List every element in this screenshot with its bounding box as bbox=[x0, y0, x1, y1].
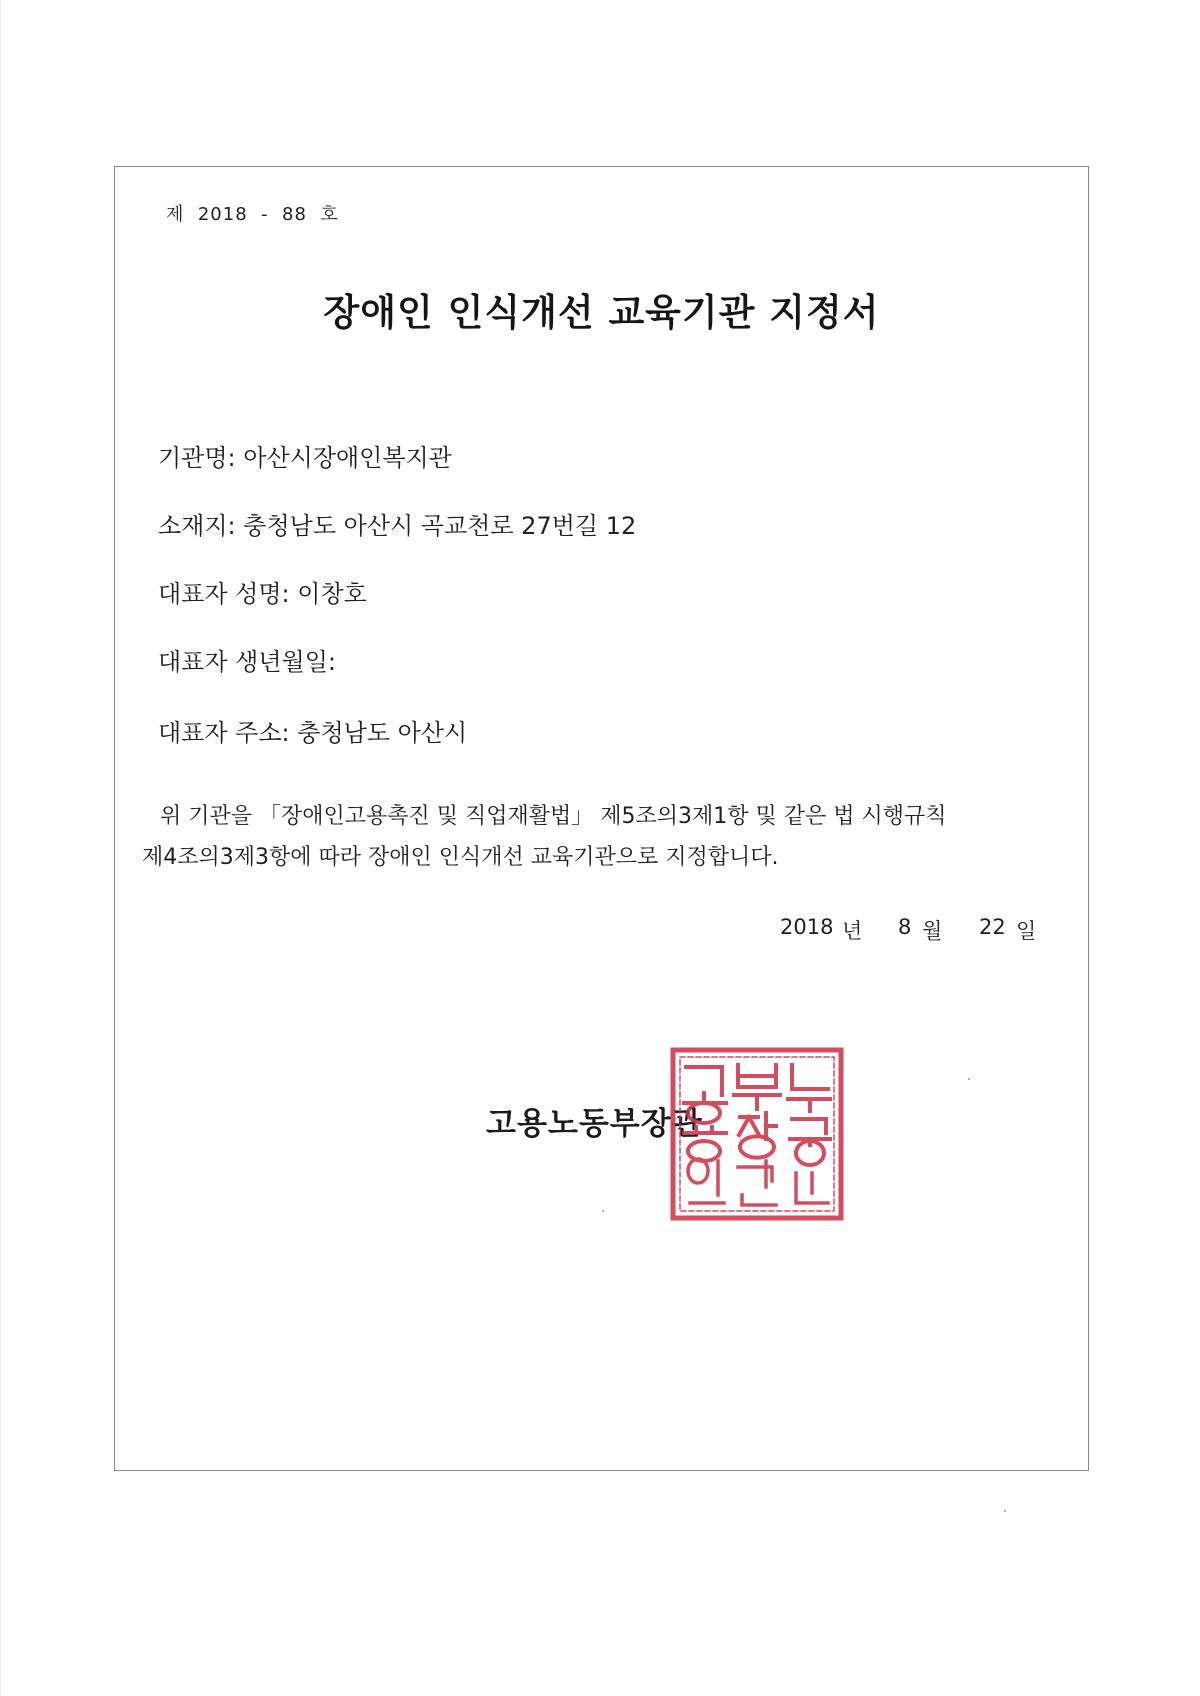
date-month: 8 bbox=[898, 915, 912, 939]
official-seal-icon bbox=[670, 1047, 844, 1221]
date-year: 2018 bbox=[780, 915, 834, 939]
scan-speck bbox=[602, 1210, 604, 1212]
field-representative-birthdate: 대표자 생년월일: bbox=[158, 648, 337, 676]
issuer-name: 고용노동부장관 bbox=[486, 1106, 703, 1142]
date-day-unit: 일 bbox=[1016, 919, 1037, 943]
field-representative-address: 대표자 주소: 충청남도 아산시 bbox=[158, 719, 468, 747]
scan-speck bbox=[1004, 1510, 1006, 1512]
document-title: 장애인 인식개선 교육기관 지정서 bbox=[323, 291, 880, 334]
date-year-unit: 년 bbox=[842, 919, 863, 943]
scan-speck bbox=[968, 1078, 970, 1080]
date-day: 22 bbox=[979, 915, 1006, 939]
field-representative-name: 대표자 성명: 이창호 bbox=[158, 580, 367, 608]
designation-text-line-1: 위 기관을 「장애인고용촉진 및 직업재활법」 제5조의3제1항 및 같은 법 시행규칙 bbox=[160, 804, 947, 829]
field-location: 소재지: 충청남도 아산시 곡교천로 27번길 12 bbox=[158, 512, 637, 540]
field-institution-name: 기관명: 아산시장애인복지관 bbox=[158, 444, 452, 472]
designation-text-line-2: 제4조의3제3항에 따라 장애인 인식개선 교육기관으로 지정합니다. bbox=[142, 845, 779, 870]
date-month-unit: 월 bbox=[922, 919, 943, 943]
document-number: 제 2018 - 88 호 bbox=[166, 204, 339, 225]
